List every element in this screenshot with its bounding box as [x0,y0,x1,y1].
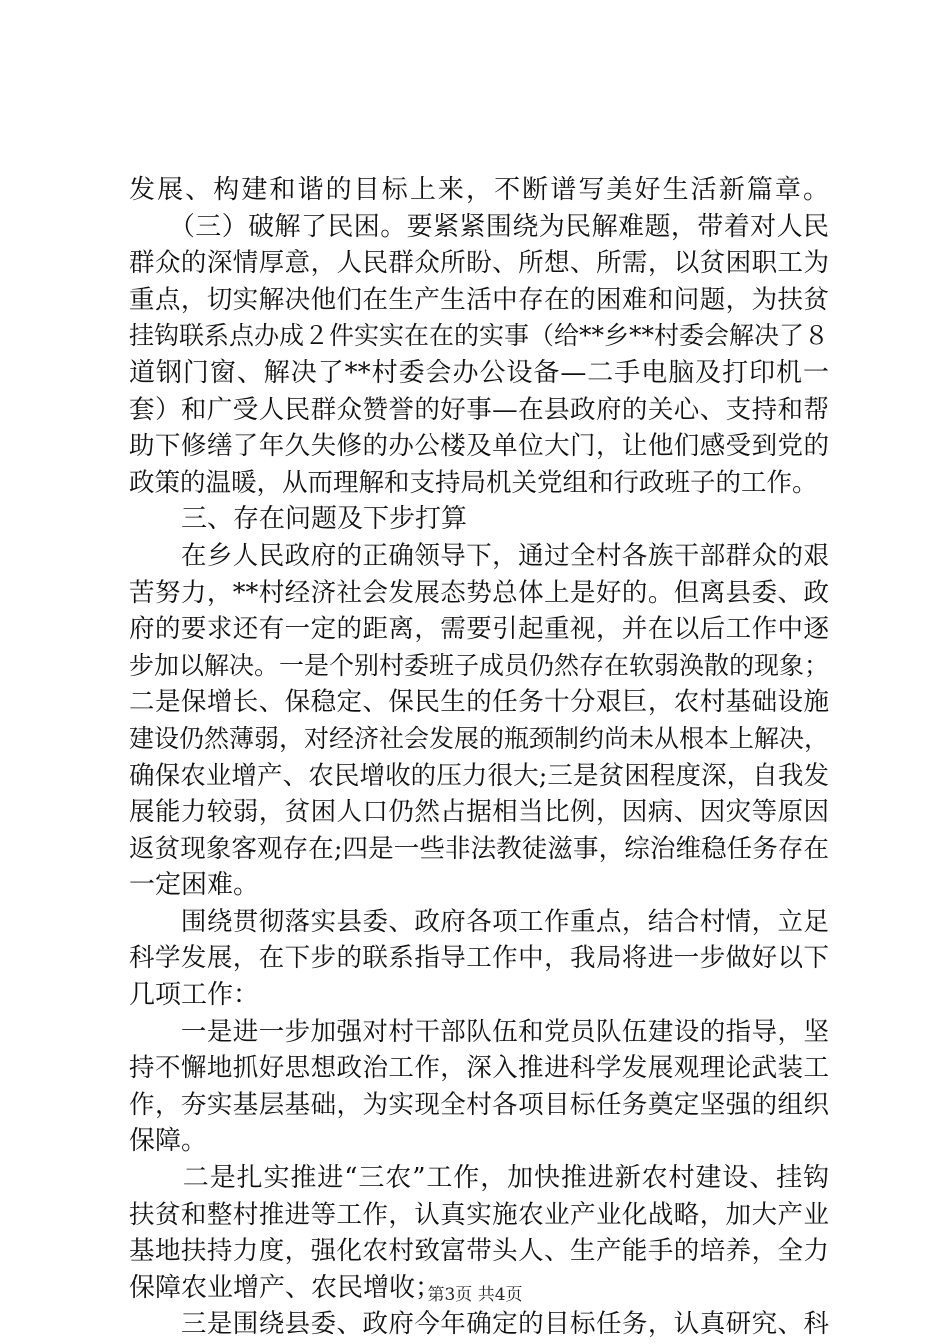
document-body [129,172,829,1343]
text-line: 政策的温暖，从而理解和支持局机关党组和行政班子的工作。 [129,467,818,498]
text-line: 助下修缮了年久失修的办公楼及单位大门，让他们感受到党的 [129,431,829,462]
text-line: 府的要求还有一定的距离，需要引起重视，并在以后工作中逐 [129,614,829,645]
text-line: 挂钩联系点办成２件实实在在的实事（给**乡**村委会解决了８ [129,321,829,351]
text-line: 二是保增长、保稳定、保民生的任务十分艰巨，农村基础设施 [129,687,829,718]
text-line: 三是围绕县委、政府今年确定的目标任务，认真研究、科 [129,1309,829,1340]
text-line: 建设仍然薄弱，对经济社会发展的瓶颈制约尚未从根本上解决， [129,723,829,753]
text-line: 保障农业增产、农民增收； [129,1272,442,1303]
text-line: 作，夯实基层基础，为实现全村各项目标任务奠定坚强的组织 [129,1089,829,1120]
text-line: 围绕贯彻落实县委、政府各项工作重点，结合村情，立足 [129,906,829,937]
page-number-footer: 第3页 共4页 [427,1285,523,1305]
text-line: 几项工作： [129,980,260,1011]
text-line: 科学发展，在下步的联系指导工作中，我局将进一步做好以下 [129,943,829,974]
text-line: 持不懈地抓好思想政治工作，深入推进科学发展观理论武装工 [129,1053,829,1084]
text-line: 发展、构建和谐的目标上来，不断谱写美好生活新篇章。 [129,175,829,205]
text-line: 基地扶持力度，强化农村致富带头人、生产能手的培养，全力 [129,1236,829,1267]
text-line: 保障。 [129,1126,208,1157]
text-line: 扶贫和整村推进等工作，认真实施农业产业化战略，加大产业 [129,1199,829,1230]
text-line: 步加以解决。一是个别村委班子成员仍然存在软弱涣散的现象； [129,650,829,680]
text-line: 二是扎实推进“三农”工作，加快推进新农村建设、挂钩 [129,1163,829,1194]
text-line: 苦努力，**村经济社会发展态势总体上是好的。但离县委、政 [129,577,829,608]
text-line: 确保农业增产、农民增收的压力很大;三是贫困程度深，自我发 [129,760,829,791]
text-line: 重点，切实解决他们在生产生活中存在的困难和问题，为扶贫 [129,284,829,315]
text-line: 群众的深情厚意，人民群众所盼、所想、所需，以贫困职工为 [129,248,829,279]
text-line: （三）破解了民困。要紧紧围绕为民解难题，带着对人民 [129,211,829,242]
text-line: 一是进一步加强对村干部队伍和党员队伍建设的指导，坚 [129,1016,829,1047]
text-line: 套）和广受人民群众赞誉的好事—在县政府的关心、支持和帮 [129,394,829,425]
text-line: 返贫现象客观存在;四是一些非法教徒滋事，综治维稳任务存在 [129,833,829,864]
text-line: 一定困难。 [129,870,260,901]
text-line: 展能力较弱，贫困人口仍然占据相当比例，因病、因灾等原因 [129,797,829,828]
section-heading: 三、存在问题及下步打算 [129,504,468,535]
text-line: 在乡人民政府的正确领导下，通过全村各族干部群众的艰 [129,540,829,571]
text-line: 道钢门窗、解决了**村委会办公设备—二手电脑及打印机一 [129,357,829,388]
